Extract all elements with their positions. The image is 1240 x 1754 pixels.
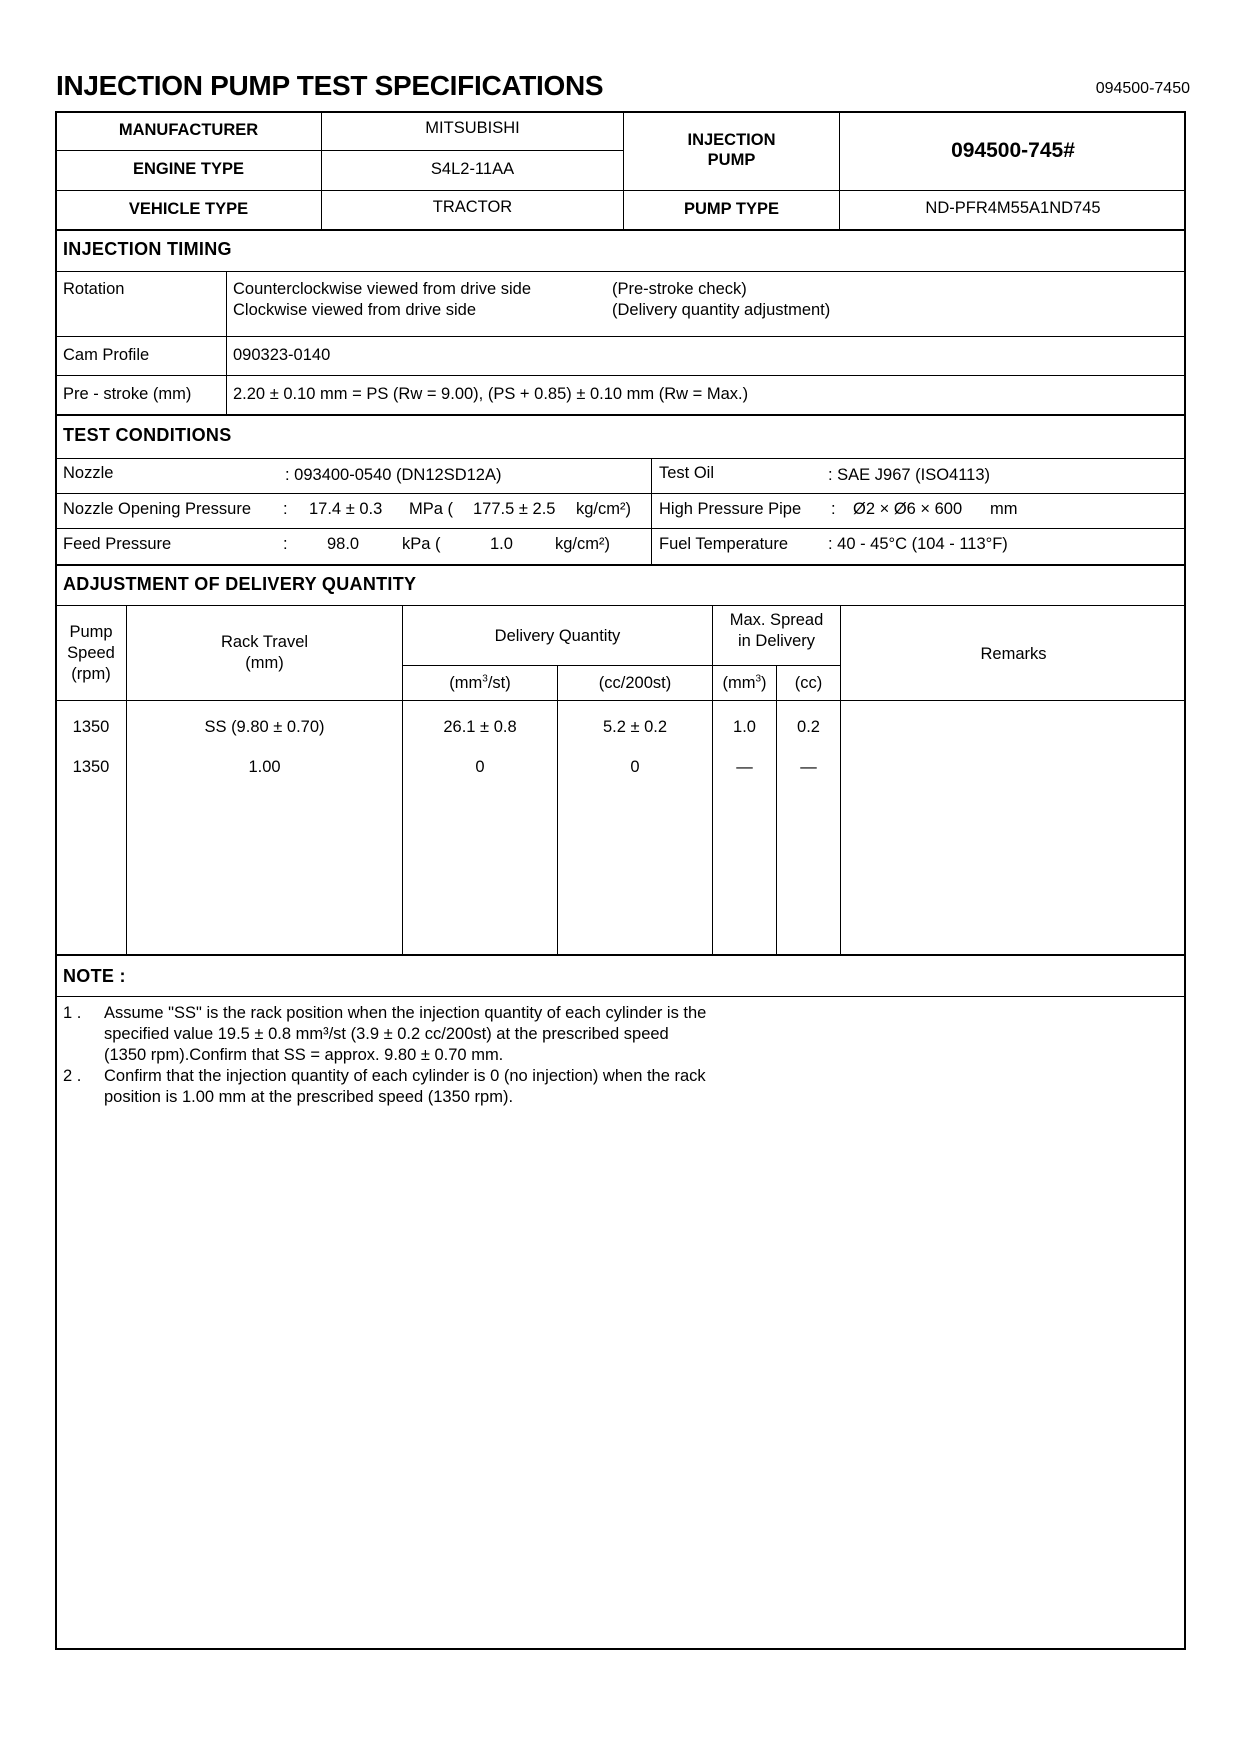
divider (402, 606, 403, 955)
divider (712, 606, 713, 955)
divider (56, 190, 1186, 191)
column-header-pump-speed-line1: Pump (69, 623, 113, 641)
test-conditions-heading: TEST CONDITIONS (63, 425, 232, 445)
nozzle-opening-pressure-colon: : (283, 500, 288, 518)
spec-sheet-frame (55, 111, 1186, 1650)
cell-rack-travel: 1.00 (248, 758, 281, 776)
high-pressure-pipe-value: Ø2 × Ø6 × 600 (853, 500, 963, 518)
column-header-rack-travel-line2: (mm) (245, 654, 284, 672)
cell-rack-travel: SS (9.80 ± 0.70) (204, 718, 325, 736)
nozzle-opening-pressure-mpa: 17.4 ± 0.3 (309, 500, 383, 518)
injection-pump-label-line1: INJECTION (687, 131, 776, 149)
manufacturer-label: MANUFACTURER (118, 121, 259, 139)
cell-spread-cc: — (800, 758, 817, 776)
test-oil-label: Test Oil (659, 464, 715, 482)
cell-pump-speed: 1350 (72, 758, 110, 776)
fuel-temperature-label: Fuel Temperature (659, 535, 789, 553)
injection-pump-label (624, 130, 839, 170)
engine-type-value: S4L2-11AA (430, 160, 515, 178)
prestroke-label: Pre - stroke (mm) (63, 385, 192, 403)
divider (56, 605, 1186, 606)
rotation-cw-note: (Delivery quantity adjustment) (612, 301, 831, 319)
feed-pressure-kgcm2: 1.0 (490, 535, 513, 553)
column-header-spread-mm3: $(mm^3)$ (722, 673, 767, 692)
engine-type-label: ENGINE TYPE (133, 160, 244, 178)
cell-spread-cc: 0.2 (797, 718, 820, 736)
cell-delivery-cc: 5.2 ± 0.2 (602, 718, 668, 736)
column-header-max-spread-line1: Max. Spread (729, 611, 824, 629)
cell-delivery-cc: 0 (630, 758, 640, 776)
manufacturer-value: MITSUBISHI (425, 119, 520, 137)
column-header-rack-travel-line1: Rack Travel (220, 633, 309, 651)
note-line: Assume "SS" is the rack position when the injection quantity of each cylinder is the (104, 1004, 707, 1022)
column-header-delivery-quantity: Delivery Quantity (494, 627, 621, 645)
feed-pressure-label: Feed Pressure (63, 535, 172, 553)
column-header-remarks: Remarks (980, 645, 1047, 663)
nozzle-opening-pressure-kgcm2-unit: kg/cm²) (576, 500, 631, 518)
high-pressure-pipe-label: High Pressure Pipe (659, 500, 802, 518)
cam-profile-value: 090323-0140 (233, 346, 331, 364)
cell-spread-mm3: 1.0 (733, 718, 756, 736)
divider (402, 665, 840, 666)
high-pressure-pipe-unit: mm (990, 500, 1018, 518)
vehicle-type-value: TRACTOR (432, 198, 513, 216)
divider (56, 528, 1186, 529)
divider (56, 150, 623, 151)
column-header-max-spread (713, 610, 840, 652)
injection-pump-value: 094500-745# (951, 139, 1075, 162)
divider (56, 564, 1186, 566)
divider (776, 666, 777, 955)
fuel-temperature-value: : 40 - 45°C (104 - 113°F) (828, 535, 1008, 553)
pump-type-label: PUMP TYPE (683, 200, 780, 218)
note-line: position is 1.00 mm at the prescribed speed (1350 rpm). (104, 1088, 514, 1106)
cell-delivery-mm3: 26.1 ± 0.8 (443, 718, 517, 736)
note-number: 1 . (63, 1004, 82, 1022)
high-pressure-pipe-colon: : (831, 500, 836, 518)
feed-pressure-kgcm2-unit: kg/cm²) (555, 535, 610, 553)
feed-pressure-colon: : (283, 535, 288, 553)
column-header-rack-travel (127, 632, 402, 674)
cell-spread-mm3: — (736, 758, 753, 776)
divider (56, 996, 1186, 997)
divider (557, 666, 558, 955)
column-header-max-spread-line2: in Delivery (737, 632, 816, 650)
nozzle-opening-pressure-label: Nozzle Opening Pressure (63, 500, 252, 518)
injection-pump-label-line2: PUMP (707, 151, 756, 169)
prestroke-value: 2.20 ± 0.10 mm = PS (Rw = 9.00), (PS + 0.85) ± 0.10 mm (Rw = Max.) (233, 385, 749, 403)
divider (226, 272, 227, 415)
divider (56, 954, 1186, 956)
vehicle-type-label: VEHICLE TYPE (128, 200, 249, 218)
column-header-pump-speed (56, 622, 126, 685)
cam-profile-label: Cam Profile (63, 346, 150, 364)
rotation-ccw-note: (Pre-stroke check) (612, 280, 747, 298)
rotation-label: Rotation (63, 280, 125, 298)
divider (651, 459, 652, 564)
pump-type-value: ND-PFR4M55A1ND745 (925, 199, 1101, 217)
document-number: 094500-7450 (1095, 80, 1190, 97)
note-heading: NOTE : (63, 966, 126, 986)
rotation-cw: Clockwise viewed from drive side (233, 301, 476, 319)
divider (56, 458, 1186, 459)
feed-pressure-kpa: 98.0 (327, 535, 360, 553)
column-header-pump-speed-line2: Speed (67, 644, 115, 662)
page-title: INJECTION PUMP TEST SPECIFICATIONS (56, 70, 604, 101)
nozzle-value: : 093400-0540 (DN12SD12A) (285, 466, 502, 484)
note-number: 2 . (63, 1067, 82, 1085)
cell-delivery-mm3: 0 (475, 758, 485, 776)
nozzle-opening-pressure-mpa-unit: MPa ( (409, 500, 454, 518)
test-oil-value: : SAE J967 (ISO4113) (828, 466, 991, 484)
column-header-pump-speed-line3: (rpm) (71, 665, 111, 683)
column-header-delivery-cc: (cc/200st) (598, 674, 672, 692)
cell-pump-speed: 1350 (72, 718, 110, 736)
nozzle-opening-pressure-kgcm2: 177.5 ± 2.5 (473, 500, 556, 518)
column-header-spread-cc: (cc) (794, 674, 823, 692)
adjustment-heading: ADJUSTMENT OF DELIVERY QUANTITY (63, 574, 417, 594)
divider (56, 700, 1186, 701)
injection-timing-heading: INJECTION TIMING (63, 239, 232, 259)
nozzle-label: Nozzle (63, 464, 114, 482)
rotation-ccw: Counterclockwise viewed from drive side (233, 280, 532, 298)
note-line: Confirm that the injection quantity of each cylinder is 0 (no injection) when the rack (104, 1067, 706, 1085)
feed-pressure-kpa-unit: kPa ( (402, 535, 441, 553)
divider (56, 493, 1186, 494)
note-line: (1350 rpm).Confirm that SS = approx. 9.80 ± 0.70 mm. (104, 1046, 504, 1064)
divider (56, 229, 1186, 231)
note-line: specified value 19.5 ± 0.8 mm³/st (3.9 ± 0.2 cc/200st) at the prescribed speed (104, 1025, 669, 1043)
column-header-delivery-mm3: $(mm^3/st)$ (449, 673, 511, 692)
